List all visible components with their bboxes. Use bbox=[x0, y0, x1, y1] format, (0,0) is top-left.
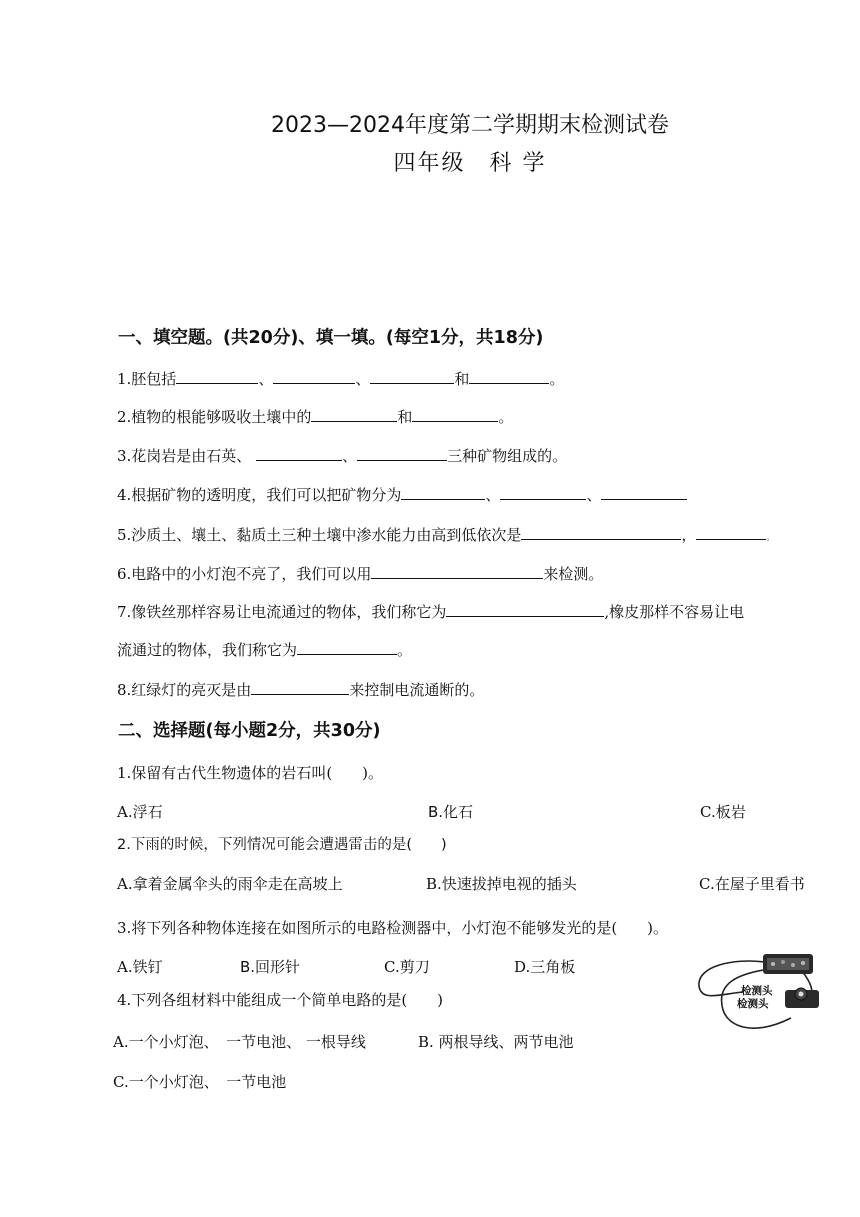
answer-blank[interactable] bbox=[412, 406, 498, 422]
answer-blank[interactable] bbox=[273, 368, 355, 384]
choice-q2-option-a[interactable]: A.拿着金属伞头的雨伞走在高坡上 bbox=[117, 875, 343, 893]
probe-label-1: 检测头 bbox=[741, 985, 773, 997]
q3-prefix: 3.花岗岩是由石英、 bbox=[117, 447, 252, 465]
choice-question-1: 1.保留有古代生物遗体的岩石叫( )。 bbox=[117, 764, 384, 782]
battery-box-icon bbox=[763, 954, 813, 974]
q4-sep1: 、 bbox=[485, 486, 501, 504]
q5-prefix: 5.沙质土、壤土、黏质土三种土壤中渗水能力由高到低依次是 bbox=[117, 526, 522, 544]
answer-blank[interactable] bbox=[601, 484, 687, 500]
q7-mid: ,橡皮那样不容易让电 bbox=[604, 603, 745, 621]
q1-sep3: 和 bbox=[454, 370, 470, 388]
answer-blank[interactable] bbox=[297, 639, 397, 655]
q5-end: 。 bbox=[766, 533, 775, 542]
choice-q1-option-b[interactable]: B.化石 bbox=[428, 803, 474, 821]
exam-subtitle: 四年级 科 学 bbox=[393, 151, 547, 176]
choice-q2-option-b[interactable]: B.快速拔掉电视的插头 bbox=[426, 875, 577, 893]
fill-question-8 bbox=[117, 679, 484, 700]
fill-question-7 bbox=[117, 601, 744, 622]
answer-blank[interactable] bbox=[446, 601, 604, 617]
choice-q3-option-d[interactable]: D.三角板 bbox=[514, 958, 576, 976]
answer-blank[interactable] bbox=[696, 524, 766, 540]
choice-q1-option-a[interactable]: A.浮石 bbox=[117, 803, 163, 821]
fill-question-7-line2 bbox=[117, 639, 412, 660]
choice-q3-option-c[interactable]: C.剪刀 bbox=[384, 958, 430, 976]
q4-sep2: 、 bbox=[586, 486, 602, 504]
answer-blank[interactable] bbox=[176, 368, 258, 384]
section1-heading: 一、填空题。(共20分)、填一填。(每空1分，共18分) bbox=[118, 328, 544, 348]
choice-q4-option-b[interactable]: B. 两根导线、两节电池 bbox=[418, 1033, 574, 1051]
choice-question-2: 2.下雨的时候，下列情况可能会遭遇雷击的是( ) bbox=[117, 837, 447, 853]
q7-prefix: 7.像铁丝那样容易让电流通过的物体，我们称它为 bbox=[117, 603, 447, 621]
q3-end: 三种矿物组成的。 bbox=[447, 447, 568, 465]
choice-question-4: 4.下列各组材料中能组成一个简单电路的是( ) bbox=[117, 991, 444, 1009]
q2-end: 。 bbox=[498, 408, 514, 426]
fill-question-5 bbox=[117, 524, 774, 545]
q1-sep2: 、 bbox=[355, 370, 371, 388]
q6-end: 来检测。 bbox=[543, 565, 604, 583]
q3-sep1: 、 bbox=[342, 447, 358, 465]
choice-q3-option-a[interactable]: A.铁钉 bbox=[117, 958, 163, 976]
choice-q4-option-a[interactable]: A.一个小灯泡、 一节电池、 一根导线 bbox=[113, 1033, 366, 1051]
q1-prefix: 1.胚包括 bbox=[117, 370, 177, 388]
answer-blank[interactable] bbox=[371, 563, 543, 579]
q8-end: 来控制电流通断的。 bbox=[349, 681, 485, 699]
q2-sep1: 和 bbox=[397, 408, 413, 426]
answer-blank[interactable] bbox=[370, 368, 454, 384]
q1-end: 。 bbox=[549, 370, 565, 388]
exam-title: 2023—2024年度第二学期期末检测试卷 bbox=[271, 113, 669, 138]
fill-question-6 bbox=[117, 563, 603, 584]
q8-prefix: 8.红绿灯的亮灭是由 bbox=[117, 681, 252, 699]
answer-blank[interactable] bbox=[500, 484, 586, 500]
answer-blank[interactable] bbox=[469, 368, 549, 384]
bulb-holder-icon bbox=[785, 988, 819, 1008]
q5-sep1: ， bbox=[681, 526, 697, 544]
probe-label-2: 检测头 bbox=[737, 998, 769, 1010]
circuit-detector-figure bbox=[693, 948, 821, 1040]
q7-end: 。 bbox=[397, 641, 413, 659]
fill-question-4 bbox=[117, 484, 687, 505]
answer-blank[interactable] bbox=[311, 406, 397, 422]
choice-q4-option-c[interactable]: C.一个小灯泡、 一节电池 bbox=[113, 1073, 287, 1091]
answer-blank[interactable] bbox=[357, 445, 447, 461]
q4-prefix: 4.根据矿物的透明度，我们可以把矿物分为 bbox=[117, 486, 402, 504]
choice-q2-option-c[interactable]: C.在屋子里看书 bbox=[699, 875, 805, 893]
answer-blank[interactable] bbox=[521, 524, 681, 540]
answer-blank[interactable] bbox=[251, 679, 349, 695]
choice-question-3: 3.将下列各种物体连接在如图所示的电路检测器中，小灯泡不能够发光的是( )。 bbox=[117, 919, 669, 937]
q6-prefix: 6.电路中的小灯泡不亮了，我们可以用 bbox=[117, 565, 372, 583]
section2-heading: 二、选择题(每小题2分，共30分) bbox=[118, 721, 381, 741]
q2-prefix: 2.植物的根能够吸收土壤中的 bbox=[117, 408, 312, 426]
answer-blank[interactable] bbox=[256, 445, 342, 461]
fill-question-3 bbox=[117, 445, 567, 466]
q7-line2-prefix: 流通过的物体，我们称它为 bbox=[117, 641, 298, 659]
fill-question-1 bbox=[117, 368, 564, 389]
q1-sep1: 、 bbox=[258, 370, 274, 388]
answer-blank[interactable] bbox=[401, 484, 485, 500]
fill-question-2 bbox=[117, 406, 513, 427]
choice-q1-option-c[interactable]: C.板岩 bbox=[700, 803, 746, 821]
choice-q3-option-b[interactable]: B.回形针 bbox=[240, 958, 301, 976]
